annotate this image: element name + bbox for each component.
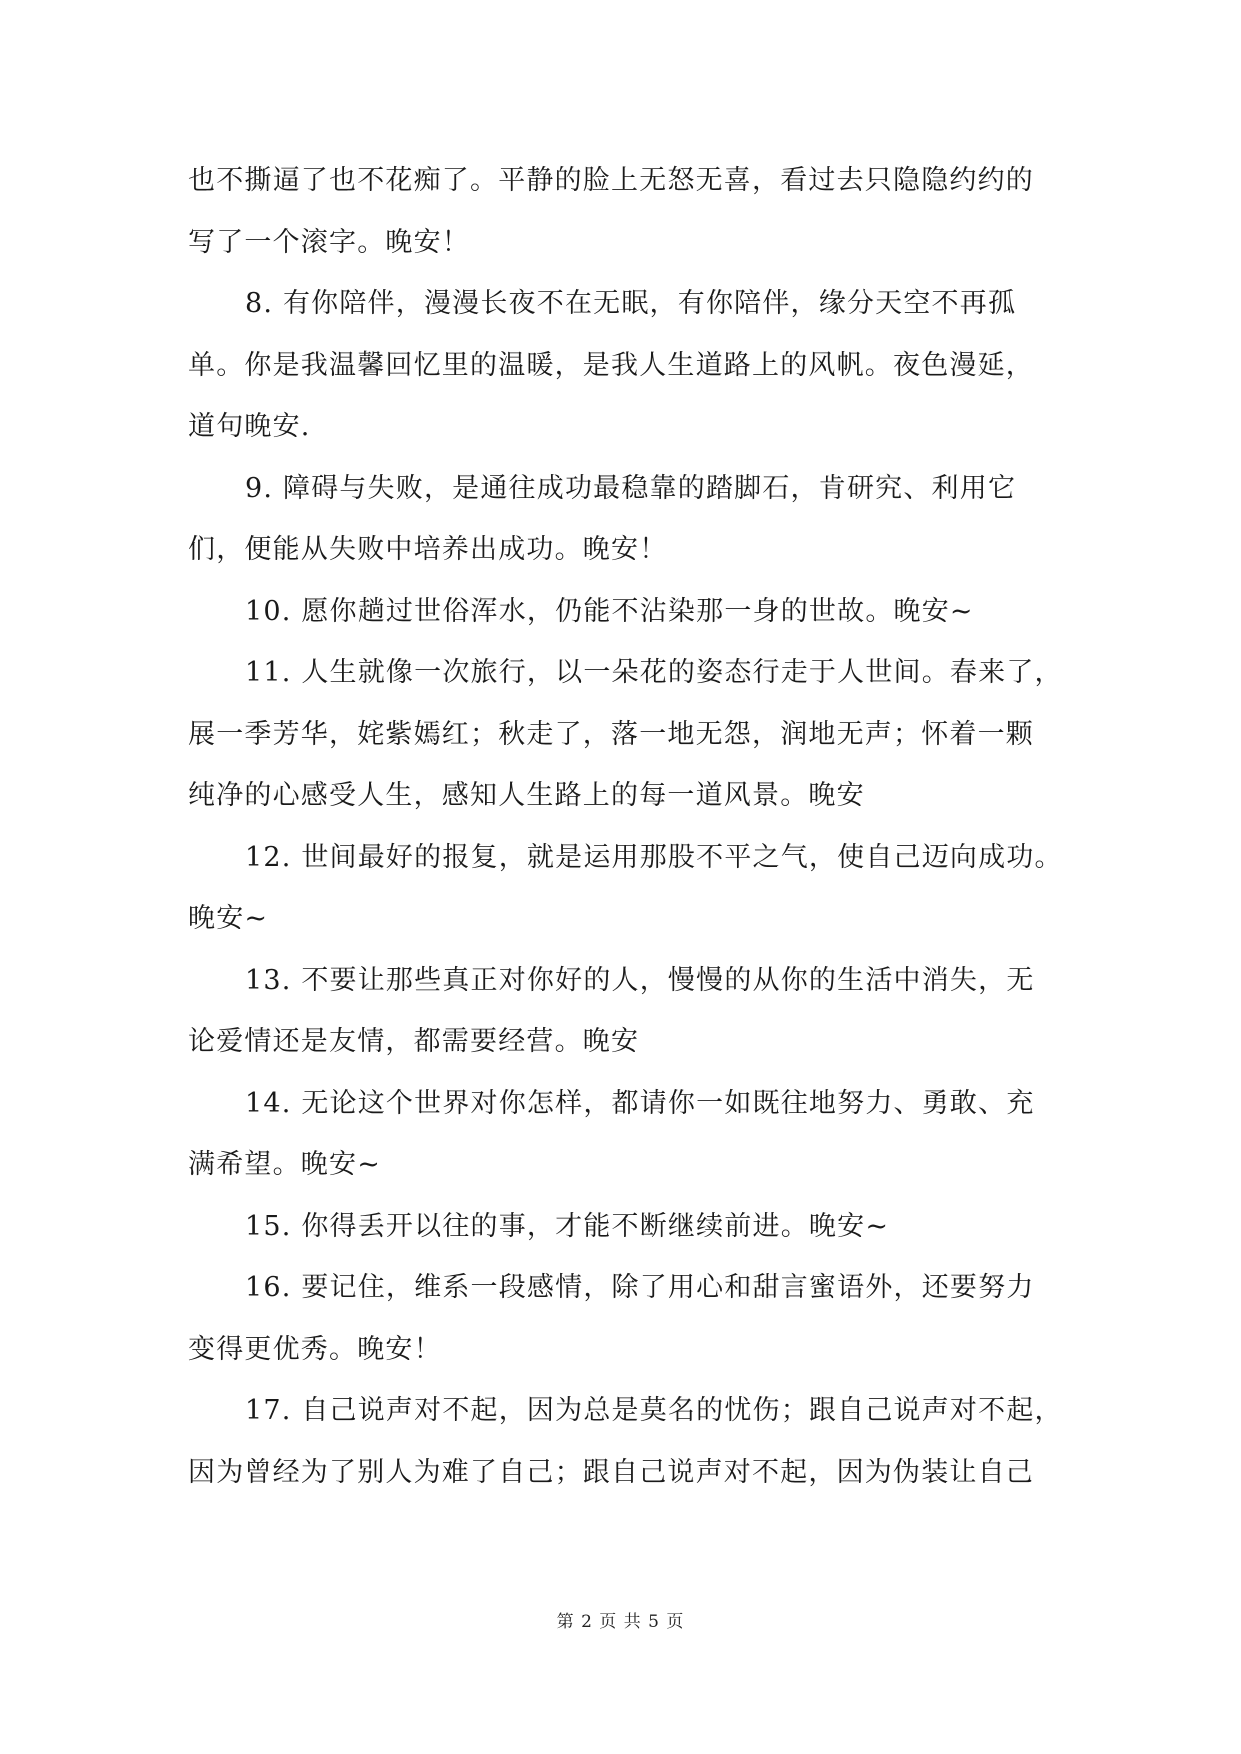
list-item-8: 8. 有你陪伴，漫漫长夜不在无眠，有你陪伴，缘分天空不再孤 [245,288,1017,319]
text-line: 纯净的心感受人生，感知人生路上的每一道风景。晚安 [188,780,865,811]
text-line: 变得更优秀。晚安！ [188,1333,442,1365]
list-item-11: 11. 人生就像一次旅行，以一朵花的姿态行走于人世间。春来了， [245,657,1063,688]
text-line: 因为曾经为了别人为难了自己；跟自己说声对不起，因为伪装让自己 [188,1456,1034,1488]
list-item-12: 12. 世间最好的报复，就是运用那股不平之气，使自己迈向成功。 [245,841,1063,873]
text-line: 满希望。晚安~ [188,1149,382,1180]
text-line: 论爱情还是友情，都需要经营。晚安 [188,1026,640,1057]
document-body [188,150,1063,1503]
list-item-10: 10. 愿你趟过世俗浑水，仍能不沾染那一身的世故。晚安~ [245,595,974,627]
text-line: 展一季芳华，姹紫嫣红；秋走了，落一地无怨，润地无声；怀着一颗 [188,718,1034,750]
list-item-13: 13. 不要让那些真正对你好的人，慢慢的从你的生活中消失，无 [245,964,1035,996]
list-item-14: 14. 无论这个世界对你怎样，都请你一如既往地努力、勇敢、充 [245,1087,1035,1119]
text-line: 晚安~ [188,903,269,934]
list-item-9: 9. 障碍与失败，是通往成功最稳靠的踏脚石，肯研究、利用它 [245,472,1017,504]
page-number-footer: 第 2 页 共 5 页 [556,1612,685,1632]
text-line: 们，便能从失败中培养出成功。晚安！ [188,534,668,565]
text-line: 写了一个滚字。晚安！ [188,226,470,258]
list-item-15: 15. 你得丢开以往的事，才能不断继续前进。晚安~ [245,1210,890,1242]
text-line: 道句晚安. [188,411,311,442]
list-item-17: 17. 自己说声对不起，因为总是莫名的忧伤；跟自己说声对不起， [245,1395,1063,1426]
text-line: 单。你是我温馨回忆里的温暖，是我人生道路上的风帆。夜色漫延， [188,349,1034,381]
list-item-16: 16. 要记住，维系一段感情，除了用心和甜言蜜语外，还要努力 [245,1272,1035,1303]
text-line: 也不撕逼了也不花痴了。平静的脸上无怒无喜，看过去只隐隐约约的 [188,165,1034,196]
